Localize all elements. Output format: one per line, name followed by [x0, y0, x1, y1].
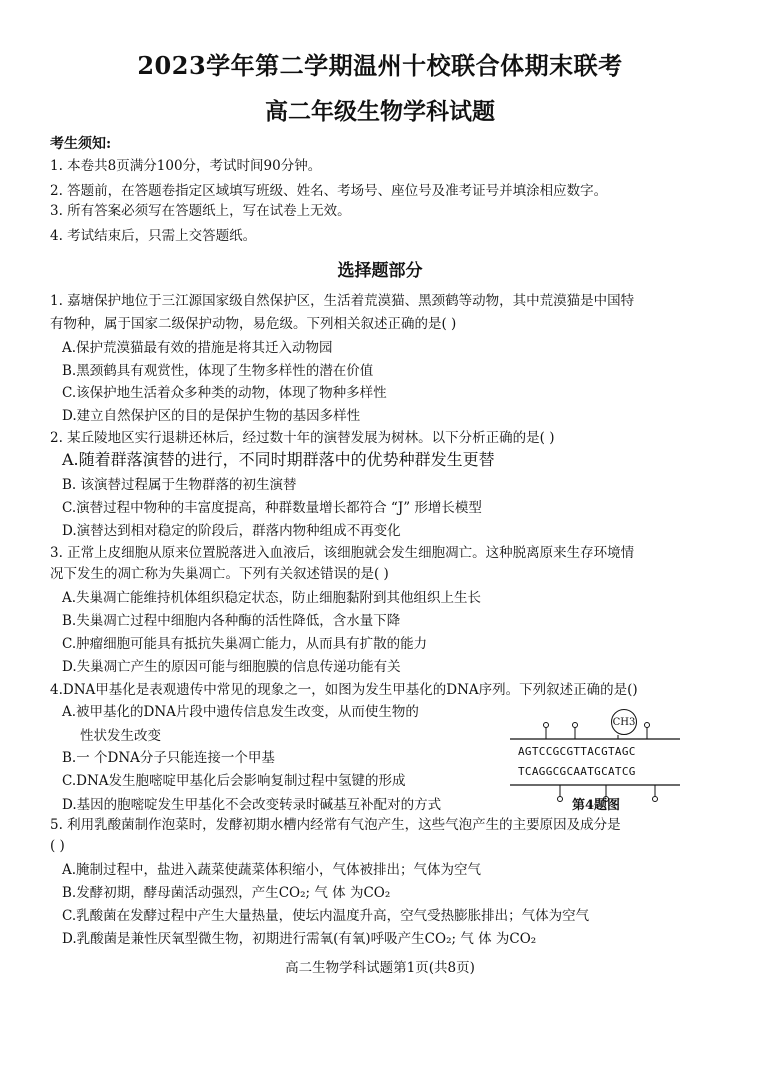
question-2-stem: 2. 某丘陵地区实行退耕还林后，经过数十年的演替发展为树林。以下分析正确的是( ): [50, 430, 555, 446]
page-footer: 高二生物学科试题第1页(共8页): [285, 960, 475, 976]
question-3-option-c: C.肿瘤细胞可能具有抵抗失巢凋亡能力，从而具有扩散的能力: [62, 636, 428, 652]
question-4-option-a-cont: 性状发生改变: [80, 728, 161, 744]
question-4-option-d: D.基因的胞嘧啶发生甲基化不会改变转录时碱基互补配对的方式: [62, 797, 442, 813]
question-1-option-a: A.保护荒漠猫最有效的措施是将其迁入动物园: [62, 340, 333, 356]
question-5-option-b: B.发酵初期，酵母菌活动强烈，产生CO₂; 气 体 为CO₂: [62, 885, 391, 901]
question-2-option-d: D.演替达到相对稳定的阶段后，群落内物种组成不再变化: [62, 523, 401, 539]
question-3-stem: 况下发生的凋亡称为失巢凋亡。下列有关叙述错误的是( ): [50, 566, 389, 582]
question-5-option-c: C.乳酸菌在发酵过程中产生大量热量，使坛内温度升高，空气受热膨胀排出；气体为空气: [62, 908, 590, 924]
methyl-marker: [544, 723, 549, 728]
question-3-option-d: D.失巢凋亡产生的原因可能与细胞膜的信息传递功能有关: [62, 659, 401, 675]
exam-subtitle: 高二年级生物学科试题: [265, 98, 495, 125]
dna-bottom-strand: TCAGGCGCAATGCATCG: [518, 765, 636, 778]
methyl-marker: [645, 723, 650, 728]
question-1-option-d: D.建立自然保护区的目的是保护生物的基因多样性: [62, 408, 361, 424]
question-3-option-a: A.失巢凋亡能维持机体组织稳定状态，防止细胞黏附到其他组织上生长: [62, 590, 482, 606]
methyl-marker: [573, 723, 578, 728]
figure-caption: 第4题图: [572, 798, 621, 813]
question-3-stem: 3. 正常上皮细胞从原来位置脱落进入血液后，该细胞就会发生细胞凋亡。这种脱离原来生存环境情: [50, 545, 635, 561]
dna-top-strand: AGTCCGCGTTACGTAGC: [518, 745, 636, 758]
question-1-option-c: C.该保护地生活着众多种类的动物，体现了物种多样性: [62, 385, 387, 401]
question-4-option-a: A.被甲基化的DNA片段中遗传信息发生改变，从而使生物的: [62, 704, 419, 720]
notice-item: 4. 考试结束后，只需上交答题纸。: [50, 228, 257, 244]
question-1-stem: 1. 嘉塘保护地位于三江源国家级自然保护区，生活着荒漠猫、黑颈鹤等动物，其中荒漠猫是中国特: [50, 293, 635, 309]
question-4-stem: 4.DNA甲基化是表观遗传中常见的现象之一，如图为发生甲基化的DNA序列。下列叙述正确的是(): [50, 682, 638, 698]
question-1-stem: 有物种，属于国家二级保护动物，易危级。下列相关叙述正确的是( ): [50, 316, 457, 332]
question-5-option-a: A.腌制过程中，盐进入蔬菜使蔬菜体积缩小，气体被排出；气体为空气: [62, 862, 482, 878]
notice-heading: 考生须知:: [50, 136, 112, 152]
question-4-option-c: C.DNA发生胞嘧啶甲基化后会影响复制过程中氢键的形成: [62, 773, 406, 789]
notice-item: 2. 答题前，在答题卷指定区域填写班级、姓名、考场号、座位号及准考证号并填涂相应数字。: [50, 183, 608, 199]
question-5-stem: 5. 利用乳酸菌制作泡菜时，发酵初期水槽内经常有气泡产生，这些气泡产生的主要原因及成分是: [50, 817, 621, 833]
question-5-option-d: D.乳酸菌是兼性厌氧型微生物，初期进行需氧(有氧)呼吸产生CO₂; 气 体 为CO₂: [62, 931, 537, 947]
question-1-option-b: B.黑颈鹤具有观赏性，体现了生物多样性的潜在价值: [62, 363, 374, 379]
exam-title: 2023学年第二学期温州十校联合体期末联考: [137, 51, 623, 80]
question-2-option-a: A.随着群落演替的进行，不同时期群落中的优势种群发生更替: [62, 450, 495, 469]
notice-item: 1. 本卷共8页满分100分，考试时间90分钟。: [50, 158, 322, 174]
question-4-option-b: B.一 个DNA分子只能连接一个甲基: [62, 750, 275, 766]
methyl-marker: [558, 797, 563, 802]
question-3-option-b: B.失巢凋亡过程中细胞内各种酶的活性降低，含水量下降: [62, 613, 401, 629]
question-2-option-b: B. 该演替过程属于生物群落的初生演替: [62, 477, 297, 493]
methyl-group-label: CH3: [611, 709, 637, 735]
notice-item: 3. 所有答案必须写在答题纸上，写在试卷上无效。: [50, 203, 351, 219]
methyl-marker: [653, 797, 658, 802]
question-5-stem: ( ): [50, 838, 65, 854]
section-title: 选择题部分: [337, 261, 423, 281]
question-2-option-c: C.演替过程中物种的丰富度提高，种群数量增长都符合 “J” 形增长模型: [62, 500, 482, 516]
